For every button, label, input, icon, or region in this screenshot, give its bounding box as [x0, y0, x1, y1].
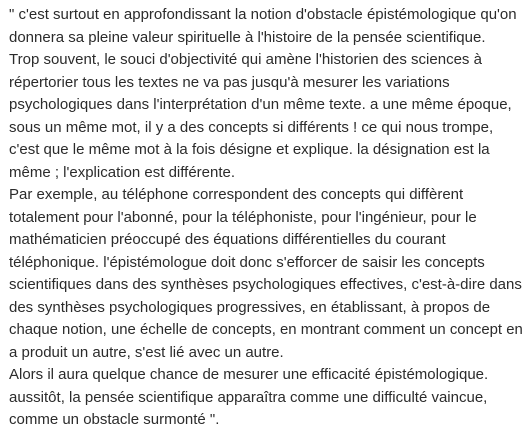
text-line-5: psychologiques dans l'interprétation d'un même texte. a une même époque, — [9, 96, 512, 113]
text-line-14: des synthèses psychologiques progressives, en établissant, à propos de — [9, 298, 491, 316]
text-line-11: mathématicien préoccupé des équations différentielles du courant — [9, 231, 446, 248]
text-line-19: comme un obstacle surmonté ". — [9, 411, 220, 428]
text-line-1: " c'est surtout en approfondissant la notion d'obstacle épistémologique qu'on — [9, 6, 517, 23]
text-line-13: scientifiques dans des synthèses psychologiques effectives, c'est-à-dire dans — [9, 276, 522, 293]
text-line-15: chaque notion, une échelle de concepts, en montrant comment un concept en — [9, 322, 523, 338]
text-line-9: Par exemple, au téléphone correspondent des concepts qui diffèrent — [9, 186, 464, 203]
text-line-18: aussitôt, la pensée scientifique apparaîtra comme une difficulté vaincue, — [9, 388, 488, 406]
text-line-17: Alors il aura quelque chance de mesurer une efficacité épistémologique. — [9, 366, 489, 383]
text-line-10: totalement pour l'abonné, pour la téléphoniste, pour l'ingénieur, pour le — [9, 208, 477, 226]
text-line-2: donnera sa pleine valeur spirituelle à l'histoire de la pensée scientifique. — [9, 28, 486, 46]
text-line-8: même ; l'explication est différente. — [9, 163, 236, 181]
text-line-12: téléphonique. l'épistémologue doit donc s'efforcer de saisir les concepts — [9, 253, 485, 271]
text-line-7: c'est que le même mot à la fois désigne et explique. la désignation est la — [9, 141, 490, 158]
text-line-3: Trop souvent, le souci d'objectivité qui amène l'historien des sciences à — [9, 51, 482, 68]
quote-text-block — [9, 4, 521, 432]
text-line-4: répertorier tous les textes ne va pas jusqu'à mesurer les variations — [9, 73, 450, 91]
text-line-6: sous un même mot, il y a des concepts si différents ! ce qui nous trompe, — [9, 118, 494, 136]
text-line-16: a produit un autre, s'est lié avec un autre. — [9, 343, 284, 361]
